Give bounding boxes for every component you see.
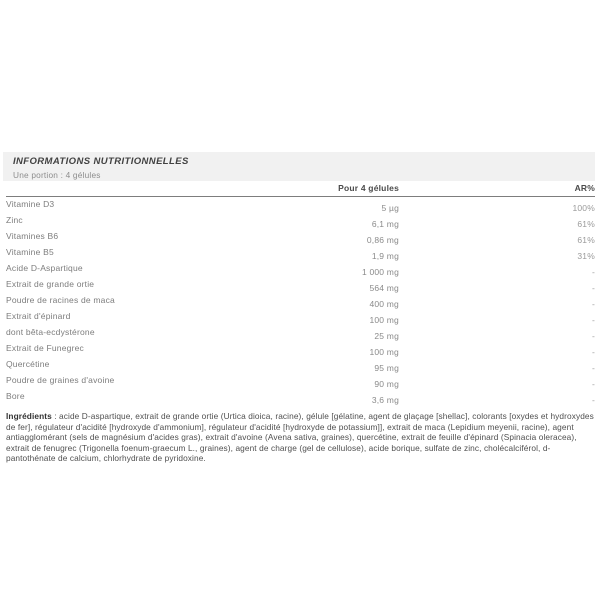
nutrient-name: Poudre de racines de maca	[6, 295, 115, 305]
nutrient-amount: 25 mg	[374, 331, 399, 341]
nutrient-amount: 100 mg	[369, 315, 399, 325]
nutrient-amount: 1 000 mg	[361, 267, 399, 277]
nutrient-amount: 400 mg	[369, 299, 399, 309]
nutrient-amount: 100 mg	[369, 347, 399, 357]
nutrient-amount: 90 mg	[374, 379, 399, 389]
table-row	[6, 357, 595, 373]
ingredients-paragraph	[6, 411, 595, 464]
nutrient-name: Vitamine B5	[6, 247, 54, 257]
table-row	[6, 213, 595, 229]
table-row	[6, 245, 595, 261]
nutrition-panel-header	[3, 152, 595, 181]
nutrient-name: dont bêta-ecdystérone	[6, 327, 95, 337]
nutrient-amount: 5 µg	[381, 203, 399, 213]
column-header-ri: AR%	[574, 183, 595, 193]
nutrient-ri-value: -	[591, 315, 595, 325]
nutrient-name: Bore	[6, 391, 25, 401]
nutrient-ri-value: -	[591, 395, 595, 405]
nutrient-amount: 95 mg	[374, 363, 399, 373]
nutrient-amount: 3,6 mg	[371, 395, 399, 405]
nutrient-amount: 6,1 mg	[371, 219, 399, 229]
column-header-amount: Pour 4 gélules	[338, 183, 399, 193]
nutrient-name: Zinc	[6, 215, 23, 225]
nutrient-ri-value: -	[591, 347, 595, 357]
nutrient-ri-value: -	[591, 299, 595, 309]
nutrient-ri-value: -	[591, 379, 595, 389]
nutrient-amount: 1,9 mg	[371, 251, 399, 261]
nutrient-name: Quercétine	[6, 359, 50, 369]
nutrient-ri-value: -	[591, 331, 595, 341]
nutrient-ri-value: -	[591, 283, 595, 293]
nutrition-table-body	[6, 197, 595, 405]
table-row	[6, 293, 595, 309]
table-row	[6, 325, 595, 341]
nutrient-amount: 0,86 mg	[366, 235, 399, 245]
nutrient-ri-value: 61%	[577, 219, 595, 229]
nutrient-ri-value: -	[591, 363, 595, 373]
table-row	[6, 197, 595, 213]
table-row	[6, 341, 595, 357]
table-row	[6, 309, 595, 325]
ingredients-heading: Ingrédients	[6, 411, 52, 421]
nutrient-amount: 564 mg	[369, 283, 399, 293]
nutrient-name: Acide D-Aspartique	[6, 263, 83, 273]
table-row	[6, 261, 595, 277]
table-row	[6, 277, 595, 293]
nutrient-name: Extrait d'épinard	[6, 311, 71, 321]
panel-serving-size: Une portion : 4 gélules	[13, 169, 101, 180]
nutrient-name: Poudre de graines d'avoine	[6, 375, 115, 385]
panel-title: INFORMATIONS NUTRITIONNELLES	[13, 156, 189, 167]
nutrient-name: Extrait de grande ortie	[6, 279, 95, 289]
table-row	[6, 373, 595, 389]
table-row	[6, 229, 595, 245]
ingredients-text: : acide D-aspartique, extrait de grande ortie (Urtica dioica, racine), gélule [gélatine, agent de glaçage [shellac], colorants [oxydes et hydroxydes de fer], régulateur d'acidité [hydroxyde d'ammonium], régulateur d'acidité [hydroxyde de potassium]], extrait de maca (Lepidium meyenii, racine), agent antiagglomérant (sels de magnésium d'acides gras), extrait d'avoine (Avena sativa, graines), quercétine, extrait de feuille d'épinard (Spinacia oleracea), extrait de fenugrec (Trigonella foenum-graecum L., graines), agent de charge (gel de cellulose), acide borique, sulfate de zinc, cholécalciférol, d-pantothénate de calcium, chlorhydrate de pyridoxine.	[6, 411, 594, 464]
table-header-row	[6, 183, 595, 197]
nutrition-table	[6, 183, 595, 405]
nutrient-name: Vitamine D3	[6, 199, 55, 209]
nutrient-name: Extrait de Funegrec	[6, 343, 84, 353]
nutrient-ri-value: 100%	[572, 203, 595, 213]
nutrient-ri-value: -	[591, 267, 595, 277]
nutrient-ri-value: 31%	[577, 251, 595, 261]
nutrient-ri-value: 61%	[577, 235, 595, 245]
nutrient-name: Vitamines B6	[6, 231, 59, 241]
table-row	[6, 389, 595, 405]
